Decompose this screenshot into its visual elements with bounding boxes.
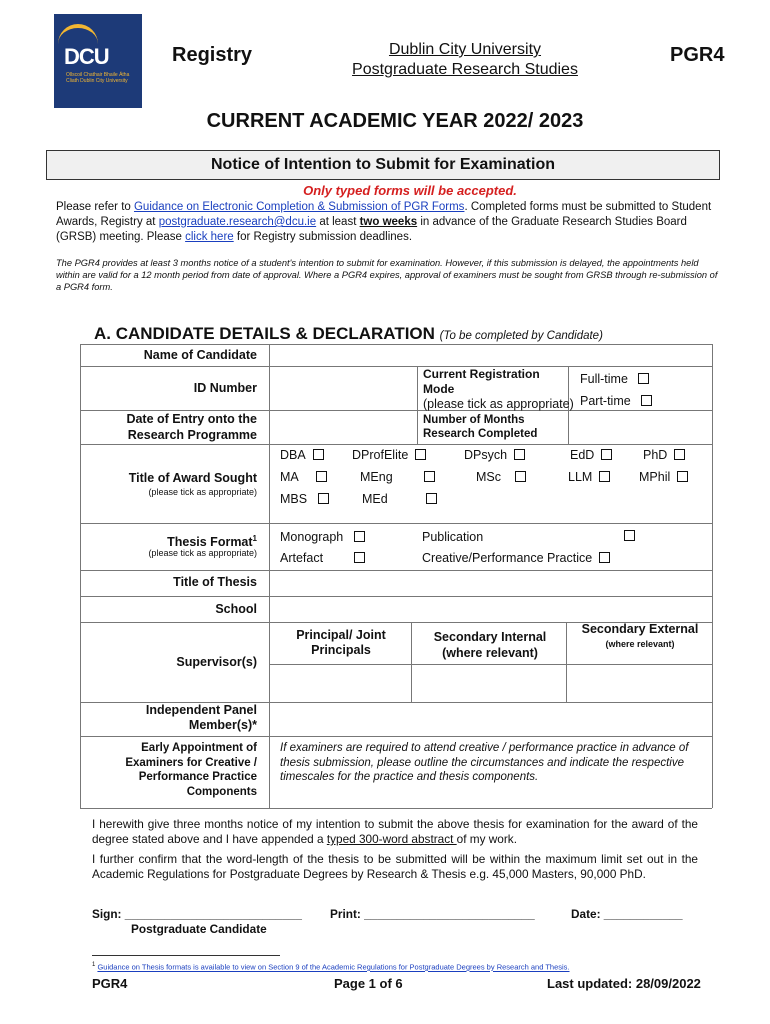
logo-subtext: Ollscoil Chathair Bhaile Átha Cliath Dublin City University [66,72,130,84]
name-label: Name of Candidate [143,348,257,362]
parttime-option[interactable]: Part-time [580,394,652,408]
footnote: $^1$ Guidance on Thesis formats is available to view on Section 9 of the Academic Regulations for Postgraduate Degrees by Research and Thesis. [92,962,570,972]
candidate-details-table [80,344,712,808]
format-publication[interactable]: Publication [422,530,484,544]
early-appointment-text: If examiners are required to attend creative / performance practice in advance of thesis submission, please outline the circumstances and indicate the respective timescales for the practice and thesis components. [280,742,689,783]
award-hint: (please tick as appropriate) [148,487,257,497]
department-name: Postgraduate Research Studies [352,61,578,78]
early-appointment-label: Early Appointment of Examiners for Creative / Performance Practice Components [125,742,257,798]
panel-label: Independent Panel Member(s)* [145,703,257,732]
thesis-format-label: Thesis Format$^1$ [167,534,257,550]
footer-code: PGR4 [92,976,128,991]
section-a-subtitle: (To be completed by Candidate) [439,330,603,342]
academic-year-title: CURRENT ACADEMIC YEAR 2022/ 2023 [206,110,584,132]
award-label: Title of Award Sought [128,471,257,485]
award-dprof[interactable]: DProfElite [352,448,426,462]
section-a-title: A. CANDIDATE DETAILS & DECLARATION (To be completed by Candidate) [94,324,603,343]
entry-label: Date of Entry onto the Research Programme [126,412,257,442]
format-creative[interactable]: Creative/Performance Practice [422,551,610,565]
award-med[interactable]: MEd [362,492,437,506]
award-meng[interactable]: MEng [360,470,435,484]
reg-mode-hint: (please tick as appropriate) [423,397,574,411]
guidance-link[interactable]: Guidance on Electronic Completion & Submission of PGR Forms [133,201,465,213]
id-label: ID Number [193,381,257,395]
abstract-requirement: typed 300-word abstract [326,832,457,846]
award-mphil[interactable]: MPhil [639,470,688,484]
typed-only-warning: Only typed forms will be accepted. [303,183,517,198]
candidate-caption: Postgraduate Candidate [131,922,267,936]
sec-external-header: Secondary External (where relevant) [581,622,699,649]
school-label: School [215,602,257,616]
word-length-statement: I further confirm that the word-length of the thesis to be submitted will be within the maximum limit set out in the Academic Regulations for Postgraduate Degrees by Research & Thesis e.g. 45,000 Masters, 90,000 PhD. [92,852,698,881]
fulltime-option[interactable]: Full-time [580,372,649,386]
declaration: I herewith give three months notice of my intention to submit the above thesis for examination for the award of the degree stated above and I have appended a typed 300-word abstract of my work. I further confirm that the word-length of the thesis to be submitted will be within the maximum limit set out in the Academic Regulations for Postgraduate Degrees by Research & Thesis e.g. 45,000 Masters, 90,000 PhD. [92,817,698,881]
award-dba[interactable]: DBA [280,448,324,462]
award-ma[interactable]: MA [280,470,327,484]
click-here-link[interactable]: click here [185,231,234,243]
sec-internal-hint: (where relevant) [442,646,538,660]
sec-internal-header: Secondary Internal [433,630,547,644]
format-monograph[interactable]: Monograph [280,530,365,544]
format-hint: (please tick as appropriate) [148,548,257,558]
award-phd[interactable]: PhD [643,448,685,462]
print-line: Print: __________________________ [330,907,535,921]
university-block [320,40,610,80]
principal-header: Principal/ Joint Principals [296,628,386,657]
fulltime-checkbox[interactable] [638,373,649,384]
logo-text: DCU [64,44,109,69]
footnote-link[interactable]: Guidance on Thesis formats is available to view on Section 9 of the Academic Regulations for Postgraduate Degrees by Research and Thesis. [97,962,570,972]
publication-checkbox[interactable] [624,530,635,541]
reg-mode-label: Current Registration Mode [423,367,540,396]
intro-paragraph: Please refer to Guidance on Electronic Completion & Submission of PGR Forms. Completed forms must be submitted to Student Awards, Registry at postgraduate.research@dcu.ie at least two weeks in advance of the Graduate Research Studies Board (GRSB) meeting. Please click here for Registry submission deadlines. [56,201,712,243]
date-line: Date: ____________ [571,907,683,921]
sign-line: Sign: ___________________________ [92,907,302,921]
email-link[interactable]: postgraduate.research@dcu.ie [158,216,317,228]
title-thesis-label: Title of Thesis [173,575,257,589]
supervisors-label: Supervisor(s) [176,655,257,669]
footnote-divider [92,955,280,956]
format-artefact[interactable]: Artefact [280,551,365,565]
months-label: Number of Months Research Completed [423,414,538,440]
footer-page: Page 1 of 6 [334,976,403,991]
award-llm[interactable]: LLM [568,470,610,484]
italic-note: The PGR4 provides at least 3 months notice of a student's intention to submit for examination. However, if this submission is delayed, the appointments held within are valid for a 12 month period from date of approval. Where a PGR4 expires, approval of examiners must be sought from GRSB through re-submission of a PGR4 form. [56,258,718,292]
notice-title: Notice of Intention to Submit for Examination [46,150,720,180]
award-mbs[interactable]: MBS [280,492,329,506]
dcu-logo [54,14,142,108]
registry-heading: Registry [172,44,253,66]
footer-updated: Last updated: 28/09/2022 [547,976,701,991]
award-edd[interactable]: EdD [570,448,612,462]
two-weeks: two weeks [359,216,418,228]
parttime-checkbox[interactable] [641,395,652,406]
university-name: Dublin City University [388,41,542,58]
award-msc[interactable]: MSc [476,470,526,484]
award-dpsych[interactable]: DPsych [464,448,525,462]
form-code: PGR4 [670,44,725,66]
